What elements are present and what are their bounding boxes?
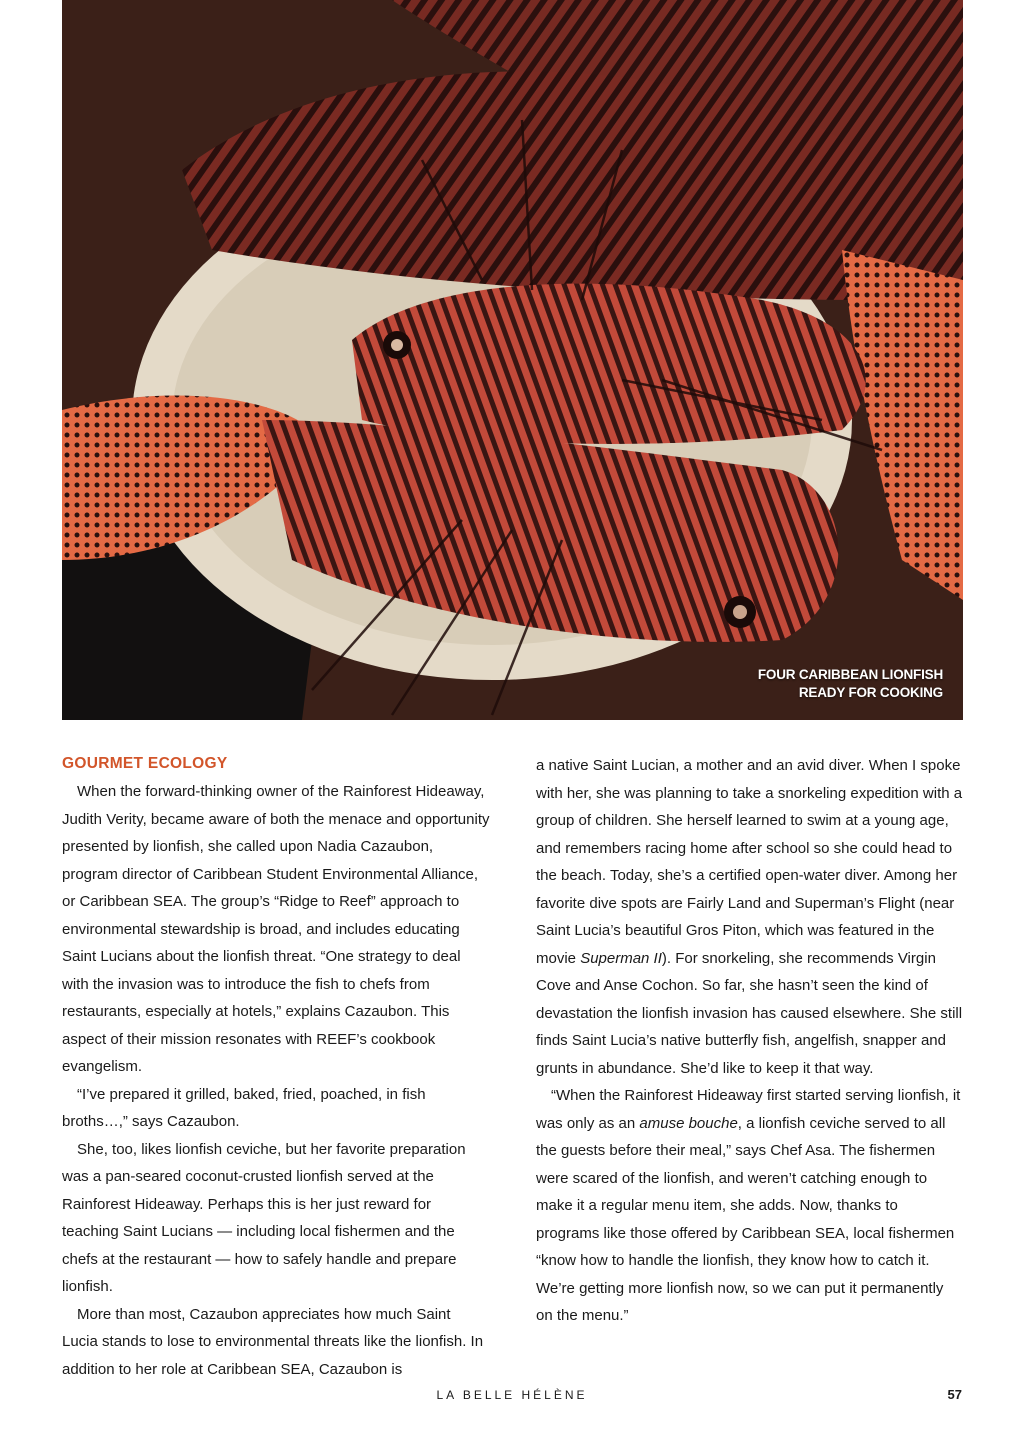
photo-caption <box>758 666 943 702</box>
caption-line-1: FOUR CARIBBEAN LIONFISH <box>757 667 943 682</box>
paragraph: When the forward-thinking owner of the Rainforest Hideaway, Judith Verity, became aware of both the menace and opportunity presented by lionfish, she called upon Nadia Cazaubon, program director of Caribbean Student Environmental Alliance, or Caribbean SEA. The group’s “Ridge to Reef” approach to environmental stewardship is broad, and includes educating Saint Lucians about the lionfish threat. “One strategy to deal with the invasion was to introduce the fish to chefs from restaurants, especially at hotels,” explains Cazaubon. This aspect of their mission resonates with REEF’s cookbook evangelism. <box>62 783 490 1075</box>
paragraph: More than most, Cazaubon appreciates how much Saint Lucia stands to lose to environmental threats like the lionfish. In addition to her role at Caribbean SEA, Cazaubon is <box>62 1305 484 1378</box>
paragraph-text: ). For snorkeling, she recommends Virgin Cove and Anse Cochon. So far, she hasn’t seen the kind of devastation the lionfish invasion has caused elsewhere. She still finds Saint Lucia’s native butterfly fish, angelfish, snapper and grunts in abundance. She’d like to keep it that way. <box>536 949 963 1077</box>
lionfish-photo <box>62 0 963 720</box>
paragraph <box>536 752 964 1082</box>
paragraph-text: “When the Rainforest Hideaway first started serving lionfish, it was only as an <box>536 1087 961 1132</box>
movie-title: Superman II <box>580 949 662 967</box>
italic-term: amuse bouche <box>639 1114 738 1132</box>
magazine-title: LA BELLE HÉLÈNE <box>436 1388 588 1402</box>
paragraph-text: a native Saint Lucian, a mother and an avid diver. When I spoke with her, she was planning to take a snorkeling expedition with a group of children. She herself learned to swim at a young age, and remembers racing home after school so she could head to the beach. Today, she’s a certified open-water diver. Among her favorite dive spots are Fairly Land and Superman’s Flight (near Saint Lucia’s beautiful Gros Piton, which was featured in the movie <box>536 757 963 967</box>
lionfish-illustration <box>62 0 963 720</box>
paragraph <box>536 1082 964 1330</box>
section-heading: GOURMET ECOLOGY <box>62 755 228 772</box>
article-column-left <box>62 752 490 1383</box>
paragraph: “I’ve prepared it grilled, baked, fried, poached, in fish broths…,” says Cazaubon. <box>62 1085 426 1130</box>
page-number: 57 <box>947 1387 962 1402</box>
caption-line-2: READY FOR COOKING <box>798 685 943 700</box>
paragraph-text: , a lionfish ceviche served to all the guests before their meal,” says Chef Asa. The fishermen were scared of the lionfish, and weren’t catching enough to make it a regular menu item, she adds. Now, thanks to programs like those offered by Caribbean SEA, local fishermen “know how to handle the lionfish, they know how to catch it. We’re getting more lionfish now, so we can put it permanently on the menu.” <box>536 1114 955 1324</box>
article-column-right <box>536 752 964 1330</box>
paragraph: She, too, likes lionfish ceviche, but her favorite preparation was a pan-seared coconut-crusted lionfish served at the Rainforest Hideaway. Perhaps this is her just reward for teaching Saint Lucians — including local fishermen and the chefs at the restaurant — how to safely handle and prepare lionfish. <box>62 1140 466 1295</box>
